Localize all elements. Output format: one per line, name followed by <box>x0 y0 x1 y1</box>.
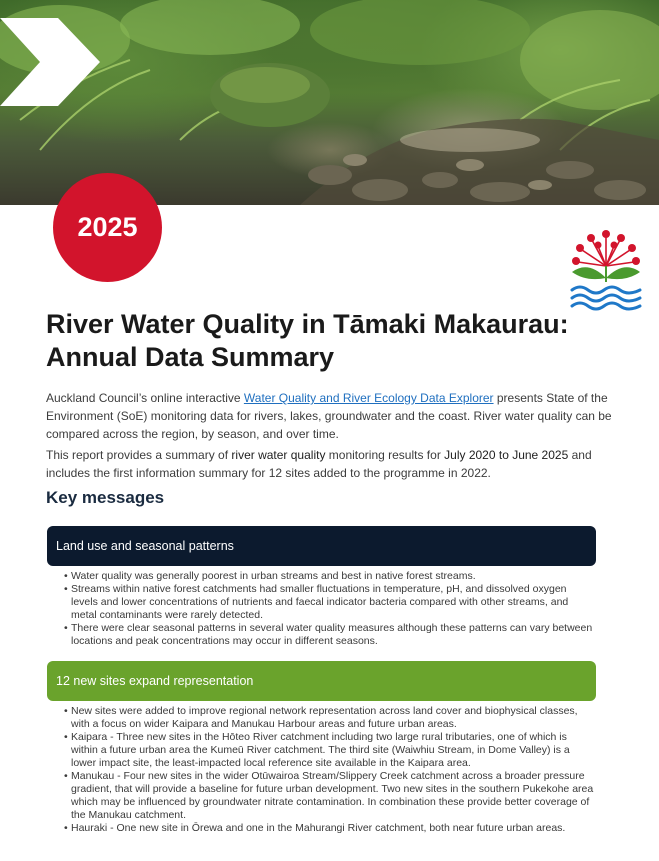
section-header-land-use <box>47 526 596 566</box>
intro-text: This report provides a summary of <box>46 448 232 462</box>
list-item: • Kaipara - Three new sites in the Hōteo River catchment including two large rural tributaries, one of which is within a future urban area the Kumeū River catchment. The third site (Waiwhiu Stream, in Dome Valley) is a lower impact site, the least-impacted local reference site available in the Kaipara area. <box>66 731 596 770</box>
intro-paragraph-1 <box>46 389 621 443</box>
list-item: • Manukau - Four new sites in the wider Otūwairoa Stream/Slippery Creek catchment across a broader pressure gradient, that will provide a baseline for future urban development. Two new sites in the southern Pukekohe area which may be influenced by groundwater nitrate contamination. In combination these provide better coverage of the Manukau catchment. <box>66 770 596 822</box>
pohutukawa-logo-icon <box>568 226 644 312</box>
intro-text: monitoring results for <box>325 448 445 462</box>
year-badge <box>53 173 162 282</box>
year-label: 2025 <box>77 212 138 242</box>
key-messages-heading: Key messages <box>46 488 165 507</box>
list-item: • Streams within native forest catchments had smaller fluctuations in temperature, pH, and dissolved oxygen levels and lower concentrations of nutrients and faecal indicator bacteria compared with other streams, and metal contaminants were rarely detected. <box>66 583 596 622</box>
section-header-new-sites <box>47 661 596 701</box>
page-title: River Water Quality in Tāmaki Makaurau: Annual Data Summary <box>46 309 569 372</box>
data-explorer-link[interactable]: Water Quality and River Ecology Data Explorer <box>243 391 494 405</box>
list-item: • Hauraki - One new site in Ōrewa and one in the Mahurangi River catchment, both near future urban areas. <box>66 822 596 835</box>
list-item: • There were clear seasonal patterns in several water quality measures although these patterns can vary between locations and peak concentrations may occur in different seasons. <box>66 622 596 648</box>
new-sites-bullets <box>66 705 596 835</box>
list-item: • Water quality was generally poorest in urban streams and best in native forest streams. <box>66 570 596 583</box>
intro-emphasis: July 2020 to June 2025 <box>444 448 569 462</box>
land-use-bullets <box>66 570 596 648</box>
intro-paragraph-2 <box>46 446 621 482</box>
intro-text: Auckland Council’s online interactive <box>46 391 244 405</box>
intro-text: and includes the first information summary for 12 sites added to the programme in 2022. <box>46 448 592 480</box>
intro-text: presents State of the Environment (SoE) monitoring data for rivers, lakes, groundwater and the coast. River water quality can be compared across the region, by season, and over time. <box>46 391 612 441</box>
intro-emphasis: river water quality <box>231 448 326 462</box>
list-item: • New sites were added to improve regional network representation across land cover and biophysical classes, with a focus on wider Kaipara and Manukau Harbour areas and future urban areas. <box>66 705 596 731</box>
section-title: 12 new sites expand representation <box>56 674 254 688</box>
section-title: Land use and seasonal patterns <box>56 539 234 553</box>
